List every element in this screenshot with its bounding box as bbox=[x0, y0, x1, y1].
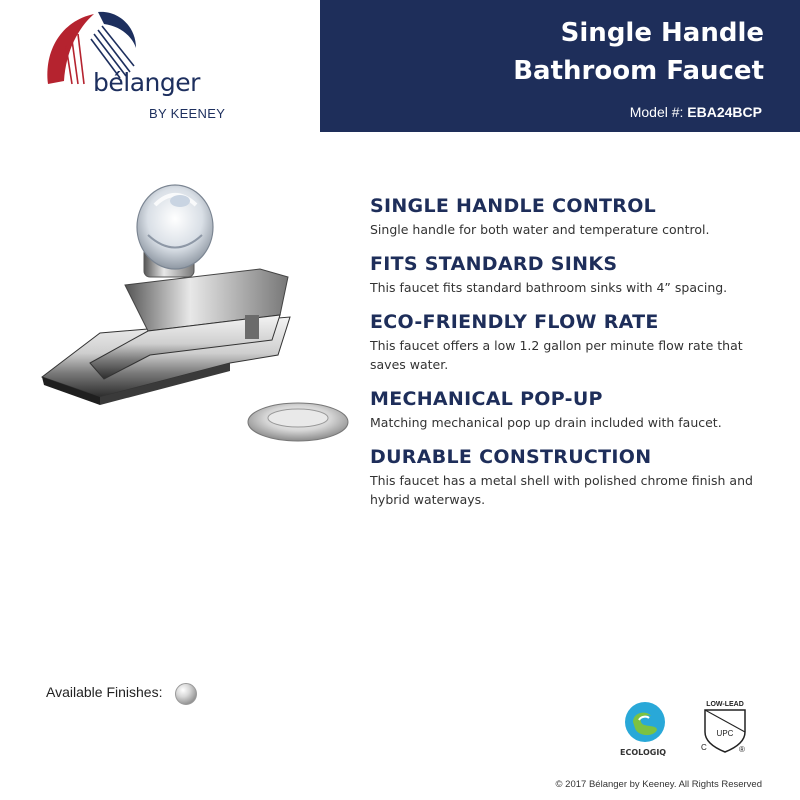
model-value: EBA24BCP bbox=[687, 104, 762, 120]
model-number bbox=[630, 104, 762, 120]
upc-top-text: LOW-LEAD bbox=[706, 701, 744, 708]
feature-title: ECO-FRIENDLY FLOW RATE bbox=[370, 311, 659, 333]
drain-image bbox=[246, 400, 350, 444]
model-label: Model #: bbox=[629, 104, 684, 120]
ecologiq-label: ECOLOGIQ bbox=[620, 748, 667, 757]
feature-item bbox=[370, 250, 770, 297]
brand-logo bbox=[36, 6, 236, 136]
page-title bbox=[364, 14, 764, 90]
finishes-label: Available Finishes: bbox=[46, 684, 163, 700]
upc-letters: UPC bbox=[716, 729, 734, 738]
feature-title: FITS STANDARD SINKS bbox=[370, 253, 618, 275]
header-banner bbox=[320, 0, 800, 132]
brand-subtitle: BY KEENEY bbox=[149, 106, 226, 121]
title-line-1: Single Handle bbox=[560, 18, 764, 48]
upc-c: C bbox=[701, 743, 707, 752]
feature-description: This faucet has a metal shell with polished chrome finish and hybrid waterways. bbox=[370, 473, 753, 507]
upc-registered: ® bbox=[739, 745, 745, 754]
feature-item bbox=[370, 443, 770, 509]
copyright-notice: © 2017 Bélanger by Keeney. All Rights Reserved bbox=[555, 779, 762, 790]
feature-item bbox=[370, 192, 770, 239]
feature-title: DURABLE CONSTRUCTION bbox=[370, 446, 652, 468]
chrome-finish-swatch[interactable] bbox=[175, 683, 197, 705]
feature-item bbox=[370, 385, 770, 432]
feature-item bbox=[370, 308, 770, 374]
feature-title: SINGLE HANDLE CONTROL bbox=[370, 195, 657, 217]
feature-description: Single handle for both water and temperature control. bbox=[370, 222, 710, 237]
feature-description: Matching mechanical pop up drain included with faucet. bbox=[370, 415, 722, 430]
feature-description: This faucet offers a low 1.2 gallon per minute flow rate that saves water. bbox=[370, 338, 743, 372]
feature-title: MECHANICAL POP-UP bbox=[370, 388, 603, 410]
title-line-2: Bathroom Faucet bbox=[513, 56, 764, 86]
feature-description: This faucet fits standard bathroom sinks with 4” spacing. bbox=[370, 280, 728, 295]
feature-list bbox=[370, 192, 770, 520]
upc-certification-icon bbox=[695, 698, 755, 758]
brand-name: bélanger bbox=[93, 68, 200, 97]
